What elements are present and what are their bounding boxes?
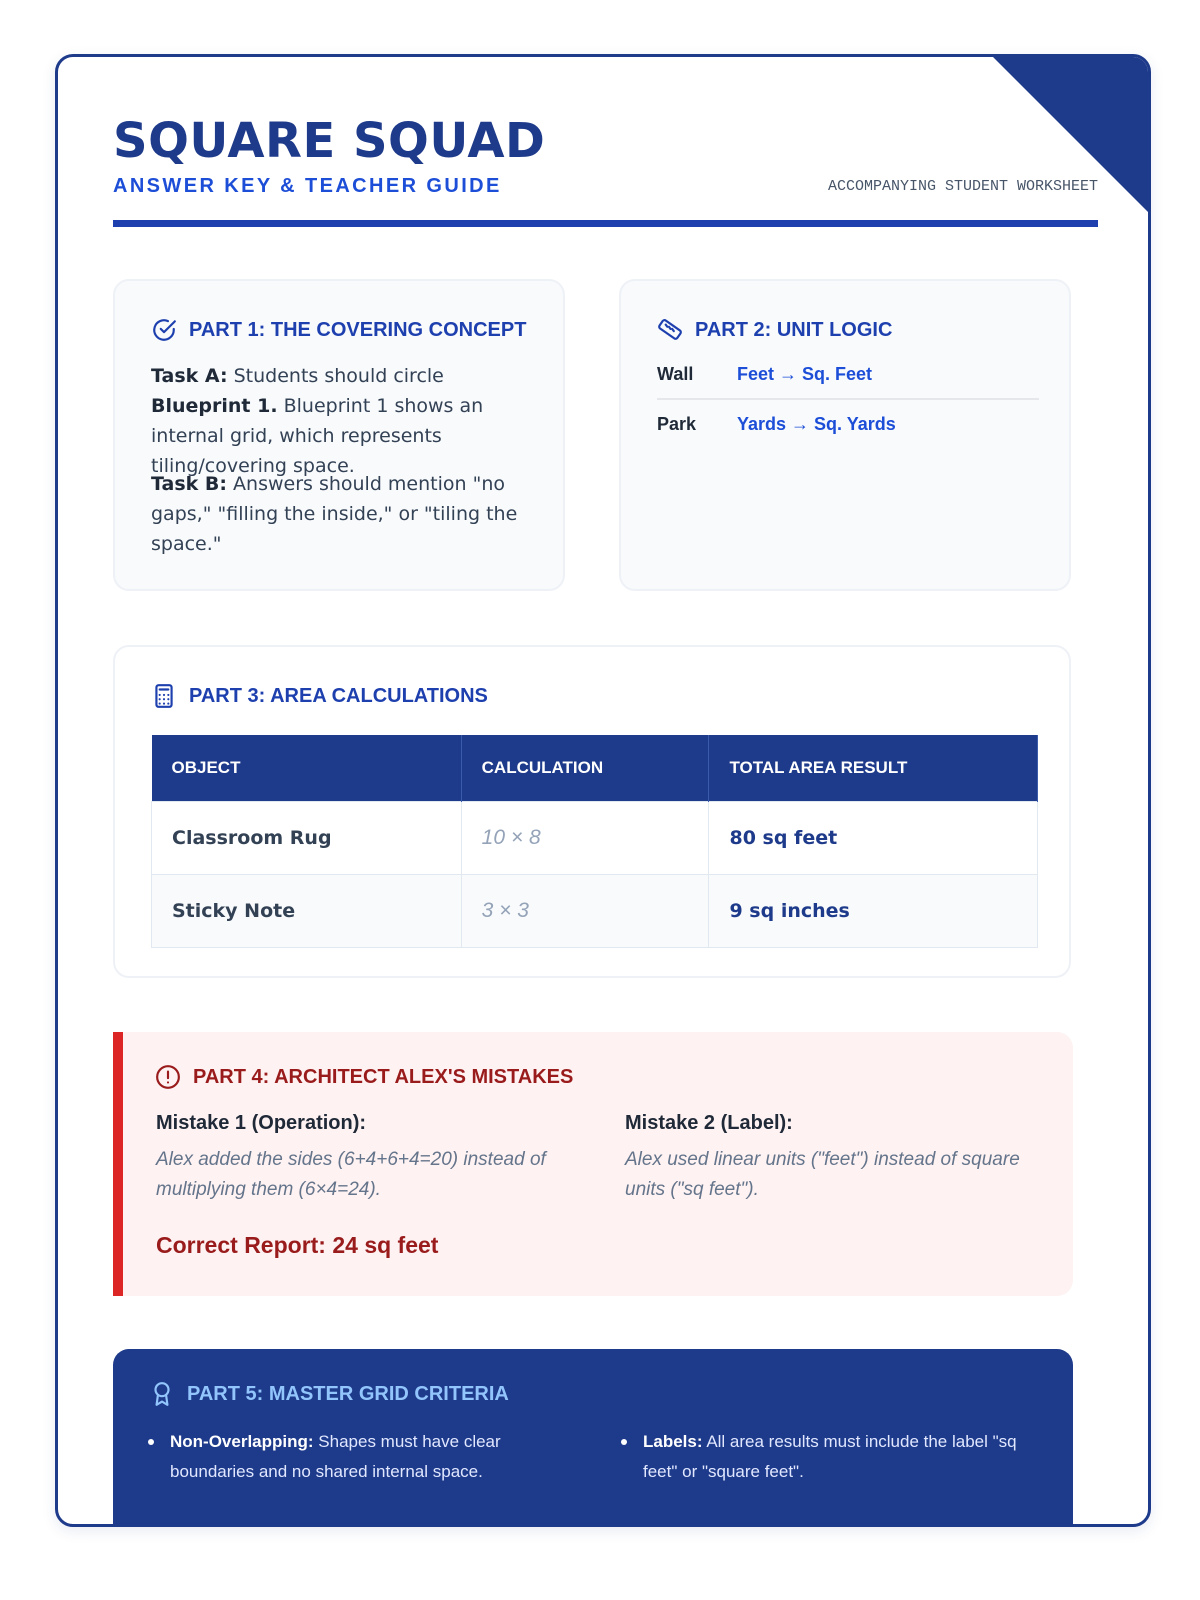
part3-card [113, 645, 1071, 978]
task-a-pre: Students should circle [227, 365, 444, 387]
calculation-cell: 10 × 8 [461, 801, 709, 874]
award-icon [149, 1381, 175, 1407]
criterion-text: All area results must include the label "sq feet" or "square feet". [643, 1432, 1017, 1481]
calculator-icon [151, 683, 177, 709]
list-item [146, 1427, 566, 1487]
table-row [152, 874, 1038, 947]
unit-conversion: Yards → Sq. Yards [737, 414, 896, 434]
table-header-row [152, 735, 1038, 801]
task-b-text: Answers should mention "no gaps," "filling the inside," or "tiling the space." [151, 473, 518, 555]
correct-report: Correct Report: 24 sq feet [156, 1232, 439, 1258]
task-a-label: Task A: [151, 365, 228, 387]
area-table [151, 735, 1038, 948]
unit-row [657, 400, 1039, 449]
part2-card [619, 279, 1071, 591]
calculation-cell: 3 × 3 [461, 874, 709, 947]
object-cell: Classroom Rug [152, 801, 462, 874]
part2-heading [657, 317, 892, 343]
list-item [619, 1427, 1039, 1487]
part1-card [113, 279, 565, 591]
column-header: TOTAL AREA RESULT [709, 735, 1038, 801]
criterion-label: Labels: [643, 1432, 703, 1451]
part2-title: PART 2: UNIT LOGIC [695, 318, 893, 341]
unit-name: Wall [657, 364, 694, 384]
alert-circle-icon [155, 1064, 181, 1090]
result-cell: 9 sq inches [709, 874, 1038, 947]
part1-task-b [151, 469, 541, 559]
criteria-list-left [146, 1427, 566, 1487]
result-cell: 80 sq feet [709, 801, 1038, 874]
unit-name: Park [657, 414, 697, 434]
unit-conversion: Feet → Sq. Feet [737, 364, 873, 384]
part3-title: PART 3: AREA CALCULATIONS [189, 684, 488, 707]
criterion-text: Shapes must have clear boundaries and no shared internal space. [170, 1432, 501, 1481]
object-cell: Sticky Note [152, 874, 462, 947]
answer-key-sheet [55, 54, 1151, 1527]
header-note: ACCOMPANYING STUDENT WORKSHEET [827, 178, 1098, 195]
unit-row [657, 351, 1039, 400]
part5-title: PART 5: MASTER GRID CRITERIA [187, 1382, 509, 1405]
mistake-2-title: Mistake 2 (Label): [625, 1112, 793, 1134]
column-header: OBJECT [152, 735, 462, 801]
mistake-2-text: Alex used linear units ("feet") instead of square units ("sq feet"). [625, 1149, 1020, 1200]
task-a-bold: Blueprint 1. [151, 395, 278, 417]
table-row [152, 801, 1038, 874]
criterion-label: Non-Overlapping: [170, 1432, 314, 1451]
part4-heading [155, 1064, 573, 1090]
part4-card [113, 1032, 1073, 1296]
part3-heading [151, 683, 488, 709]
part4-title: PART 4: ARCHITECT ALEX'S MISTAKES [193, 1065, 574, 1088]
mistake-1-text: Alex added the sides (6+4+6+4=20) instead of multiplying them (6×4=24). [156, 1149, 546, 1200]
page-subtitle: ANSWER KEY & TEACHER GUIDE [113, 175, 502, 197]
part1-task-a [151, 361, 541, 481]
ruler-icon [657, 317, 683, 343]
mistake-1-title: Mistake 1 (Operation): [156, 1112, 367, 1134]
column-header: CALCULATION [461, 735, 709, 801]
criteria-list-right [619, 1427, 1039, 1487]
part5-heading [149, 1381, 509, 1407]
task-b-label: Task B: [151, 473, 227, 495]
page-title: SQUARE SQUAD [113, 113, 546, 169]
check-circle-icon [151, 317, 177, 343]
mistake-1 [156, 1112, 596, 1205]
page-header [113, 113, 1098, 227]
part5-card [113, 1349, 1073, 1527]
part1-title: PART 1: THE COVERING CONCEPT [189, 318, 527, 341]
mistake-2 [625, 1112, 1065, 1205]
part1-heading [151, 317, 526, 343]
task-a-post: Blueprint 1 shows an internal grid, which represents tiling/covering space. [151, 395, 484, 477]
